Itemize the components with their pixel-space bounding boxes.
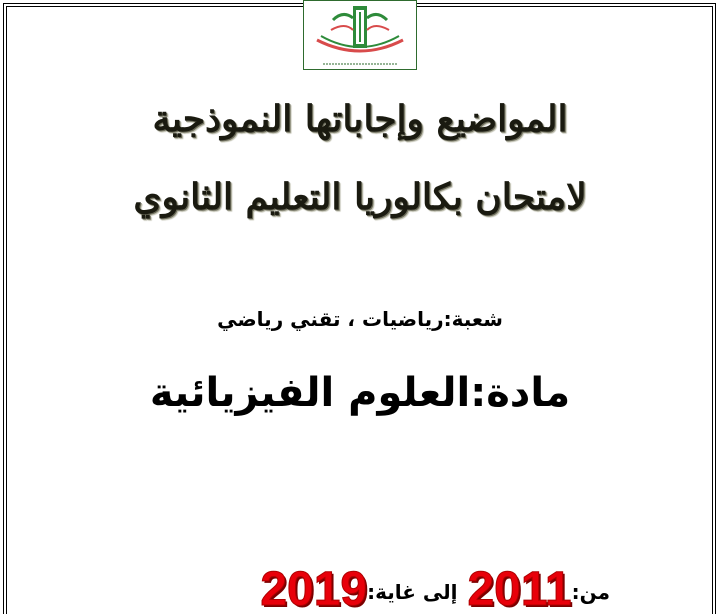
title-line-1: المواضيع وإجاباتها النموذجية — [152, 98, 568, 140]
to-year: 2019 — [260, 563, 368, 616]
university-emblem-icon — [303, 0, 417, 70]
from-year: 2011 — [467, 563, 572, 616]
to-label: إلى غاية: — [367, 580, 458, 604]
title-line-2: لامتحان بكالوريا التعليم الثانوي — [133, 176, 587, 218]
subject-title: مادة:العلوم الفيزيائية — [149, 370, 571, 416]
year-range — [190, 548, 610, 614]
from-label: من: — [571, 580, 610, 604]
branch-label: شعبة:رياضيات ، تقني رياضي — [217, 307, 503, 331]
